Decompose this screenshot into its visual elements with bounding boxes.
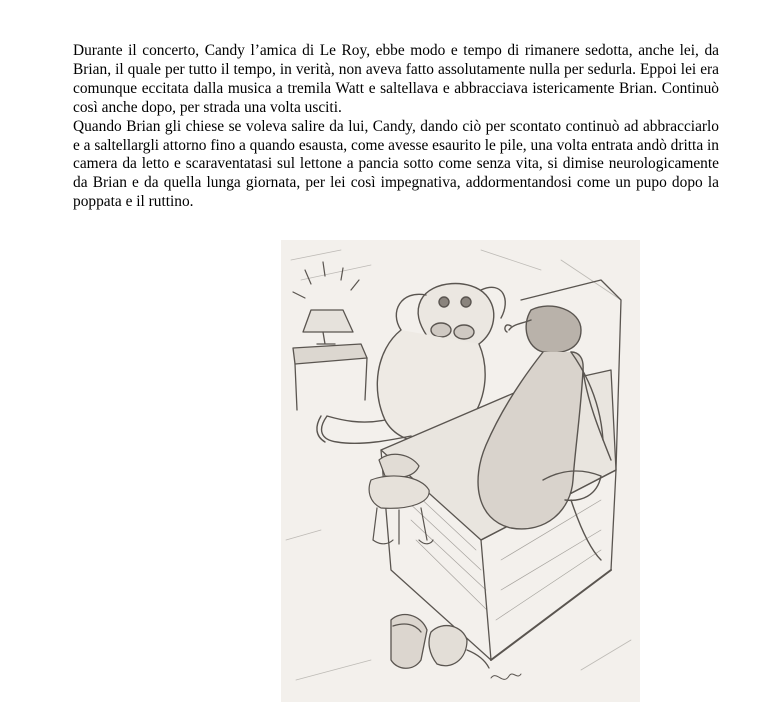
pencil-sketch-illustration bbox=[281, 240, 640, 702]
paragraph-2: Quando Brian gli chiese se voleva salire da lui, Candy, dando ciò per scontato continuò ad abbracciarlo e a saltellargli attorno fino a quando esausta, come avesse esaurito le pile, una volta entrata andò dritta in camera da letto e scaraventatasi sul lettone a pancia sotto come senza vita, si dimise neurologicamente da Brian e da quella lunga giornata, per lei così impegnativa, addormentandosi come un pupo dopo la poppata e il ruttino. bbox=[73, 117, 719, 211]
body-text bbox=[73, 42, 719, 212]
paragraph-1: Durante il concerto, Candy l’amica di Le Roy, ebbe modo e tempo di rimanere sedotta, anche lei, da Brian, il quale per tutto il tempo, in verità, non aveva fatto assolutamente nulla per sedurla. Eppoi lei era comunque eccitata dalla musica a tremila Watt e saltellava e abbracciava istericamente Brian. Continuò così anche dopo, per strada una volta usciti. bbox=[73, 42, 719, 116]
sketch-drawing bbox=[281, 240, 640, 702]
